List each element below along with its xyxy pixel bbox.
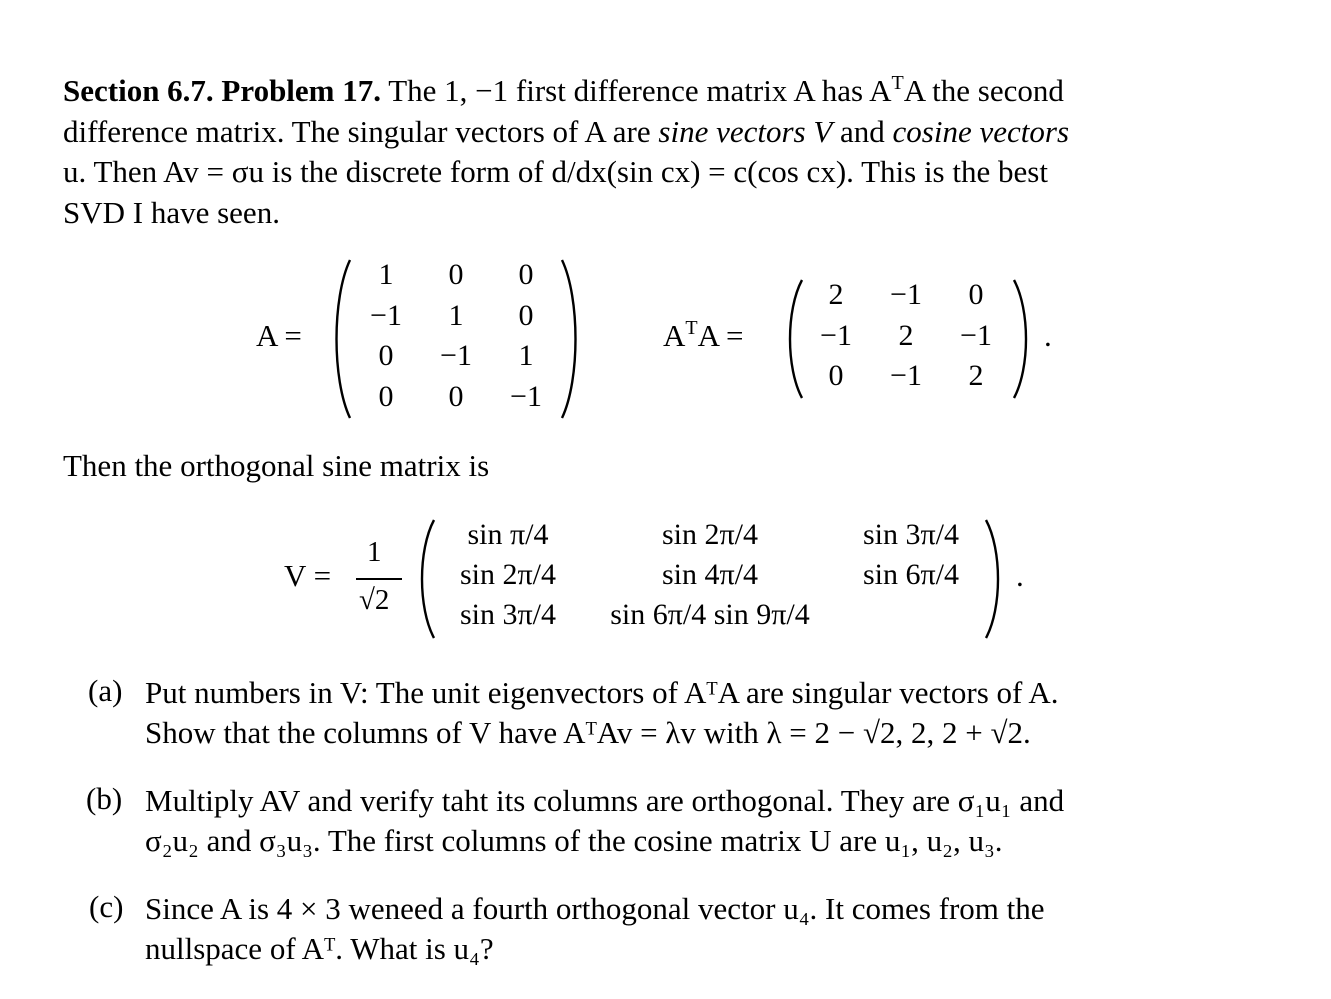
fraction-numerator: 1: [367, 536, 382, 568]
matrix-ata-cell-r3-c1: 0: [828, 359, 844, 392]
matrix-v-label: V =: [284, 558, 332, 593]
matrix-v-cell-r3-c1: sin 3π/4: [460, 598, 556, 631]
item-a-line-2: [145, 713, 1246, 753]
item-b-line-1: [145, 781, 1246, 821]
matrix-ata-cell-r3-c3: 2: [968, 359, 984, 392]
intro-line-1-text: The 1, −1 first difference matrix A has A: [381, 73, 892, 108]
intro-line-2-text: difference matrix. The singular vectors of A are: [63, 113, 659, 149]
matrix-v-cell-r1-c1: sin π/4: [467, 518, 549, 551]
item-b-text: [145, 781, 1246, 861]
matrix-a-cell-r2-c2: 1: [448, 298, 464, 332]
item-a-label: (a): [88, 673, 123, 708]
item-a-line-1: [145, 673, 1246, 713]
item-c-line-1: [145, 889, 1246, 929]
matrix-a-cell-r3-c1: 0: [378, 339, 394, 372]
matrix-v-period: .: [1016, 558, 1024, 593]
matrix-a-cell-r1-c3: 0: [518, 258, 534, 291]
item-c-line-1-text: Since A is 4 × 3 weneed a fourth orthogonal vector u₄. It comes from the: [145, 891, 1045, 926]
problem-heading: Section 6.7. Problem 17.: [63, 73, 382, 108]
matrix-a-cell-r4-c1: 0: [378, 379, 394, 413]
intro-line-3-text: u. Then Av = σu is the discrete form of d/dx(sin cx) = c(cos cx). This is the best: [63, 154, 1048, 189]
intro-line-1: [63, 71, 1246, 112]
and-text: and: [832, 113, 893, 149]
matrix-v-cell-r2-c3: sin 6π/4: [863, 558, 959, 591]
matrix-ata-label: [663, 318, 744, 354]
matrix-ata-cell-r1-c2: −1: [890, 278, 922, 311]
matrix-a-cell-r3-c3: 1: [518, 339, 534, 372]
matrix-a-cell-r4-c3: −1: [510, 379, 542, 413]
transpose-sup: T: [891, 72, 904, 94]
matrix-v-cell-r2-c2: sin 4π/4: [662, 558, 758, 591]
intro-line-4: [63, 193, 1246, 234]
intro-line-4-text: SVD I have seen.: [63, 194, 280, 230]
item-b-line-2: [145, 821, 1246, 861]
intro-line-1-end: A the second: [903, 73, 1064, 108]
matrix-a-cell-r3-c2: −1: [440, 339, 472, 372]
fraction-denominator: √2: [359, 584, 390, 616]
item-c-label: (c): [89, 889, 124, 924]
matrix-ata-period: .: [1044, 318, 1052, 353]
matrix-ata-label-b: A =: [697, 318, 744, 353]
matrix-v-cell-r1-c2: sin 2π/4: [662, 518, 758, 551]
matrix-ata-cell-r3-c2: −1: [890, 359, 922, 392]
matrix-a-cell-r4-c2: 0: [448, 379, 464, 413]
item-a-line-2-text: Show that the columns of V have AᵀAv = λv with λ = 2 − √2, 2, 2 + √2.: [145, 715, 1031, 750]
item-b-line-2-text: σ₂u₂ and σ₃u₃. The first columns of the cosine matrix U are u₁, u₂, u₃.: [145, 823, 1003, 858]
matrix-a-cell-r2-c1: −1: [370, 298, 402, 332]
intro-paragraph: [63, 71, 1246, 233]
sine-vectors-text: sine vectors V: [658, 113, 833, 149]
intro-line-3: [63, 152, 1246, 193]
item-a-line-1-text: Put numbers in V: The unit eigenvectors of AᵀA are singular vectors of A.: [145, 675, 1059, 710]
matrix-ata-cell-r2-c3: −1: [960, 318, 992, 352]
fraction-bar: [356, 578, 402, 580]
intro-line-2: [63, 112, 1246, 153]
matrix-a-label: A =: [256, 318, 302, 353]
matrix-ata-cell-r1-c1: 2: [828, 278, 844, 311]
matrix-a-cell-r2-c3: 0: [518, 298, 534, 332]
matrix-a-cell-r1-c1: 1: [378, 258, 394, 291]
sine-intro-text: Then the orthogonal sine matrix is: [63, 448, 490, 483]
matrix-ata-label-a: A: [663, 318, 686, 353]
matrix-ata-cell-r2-c2: 2: [898, 318, 914, 352]
item-c-text: [145, 889, 1246, 969]
matrix-v-cell-r2-c1: sin 2π/4: [460, 558, 556, 591]
cosine-vectors-text: cosine vectors: [892, 113, 1070, 149]
item-a-text: [145, 673, 1246, 753]
matrix-v-cell-r3-c2: sin 6π/4 sin 9π/4: [610, 598, 810, 631]
matrix-v-cell-r1-c3: sin 3π/4: [863, 518, 959, 551]
item-b-line-1-text: Multiply AV and verify taht its columns are orthogonal. They are σ₁u₁ and: [145, 783, 1065, 818]
item-c-line-2-text: nullspace of Aᵀ. What is u₄?: [145, 931, 494, 966]
item-c-line-2: [145, 929, 1246, 969]
matrix-a-cell-r1-c2: 0: [448, 258, 464, 291]
matrix-ata-cell-r1-c3: 0: [968, 278, 984, 311]
matrix-ata-cell-r2-c1: −1: [820, 318, 852, 352]
matrix-ata-label-sup: T: [685, 317, 698, 339]
item-b-label: (b): [86, 781, 123, 816]
